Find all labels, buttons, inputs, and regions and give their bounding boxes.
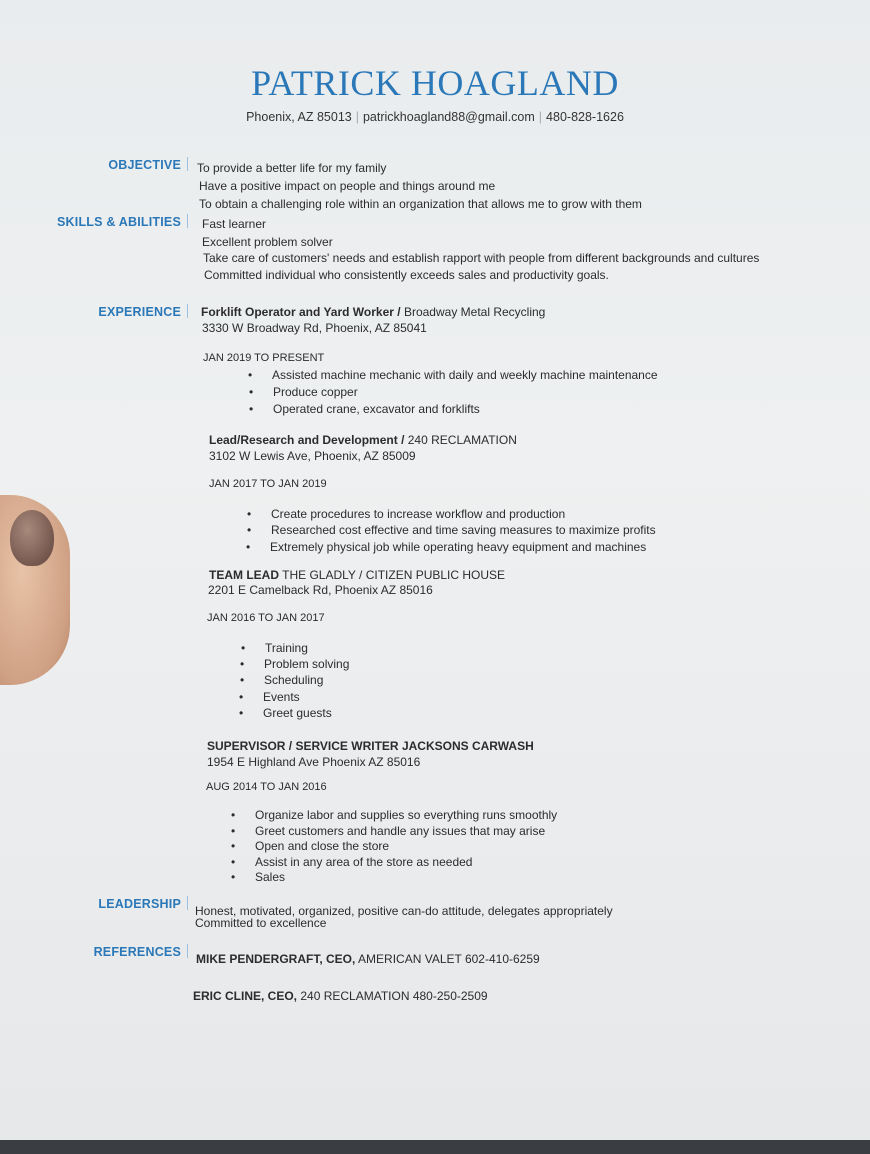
contact-email: patrickhoagland88@gmail.com (362, 110, 535, 124)
objective-line: To provide a better life for my family (197, 161, 387, 175)
objective-line: Have a positive impact on people and things around me (199, 179, 496, 193)
contact-city: Phoenix, AZ 85013 (246, 110, 352, 124)
section-label-objective: OBJECTIVE (108, 157, 188, 172)
job-bullet: • Events (239, 690, 300, 704)
reference-detail: AMERICAN VALET 602-410-6259 (358, 952, 540, 966)
job-title: SUPERVISOR / SERVICE WRITER (207, 739, 399, 753)
job-dates: JAN 2016 TO JAN 2017 (207, 612, 325, 624)
job-bullet: • Operated crane, excavator and forklifts (249, 402, 480, 416)
job-heading (207, 739, 534, 753)
reference-name: ERIC CLINE, CEO, (193, 989, 298, 1003)
job-company: THE GLADLY / CITIZEN PUBLIC HOUSE (282, 568, 506, 582)
reference-line (196, 952, 540, 966)
resume-name: PATRICK HOAGLAND (251, 63, 619, 103)
job-heading (209, 568, 505, 582)
job-dates: JAN 2019 TO PRESENT (203, 352, 325, 364)
skill-line: Committed individual who consistently exceeds sales and productivity goals. (204, 268, 609, 282)
job-bullet: • Extremely physical job while operating heavy equipment and machines (246, 540, 647, 554)
job-bullet: • Create procedures to increase workflow and production (247, 507, 566, 521)
job-bullet: • Assisted machine mechanic with daily and weekly machine maintenance (248, 368, 658, 382)
job-address: 1954 E Highland Ave Phoenix AZ 85016 (207, 755, 421, 769)
skill-line: Fast learner (202, 217, 267, 231)
job-company: JACKSONS CARWASH (401, 739, 534, 753)
job-bullet: • Sales (231, 870, 286, 884)
job-title: Forklift Operator and Yard Worker / (201, 305, 401, 319)
job-heading (209, 433, 517, 447)
section-label-skills: SKILLS & ABILITIES (57, 214, 188, 229)
skill-line: Take care of customers' needs and establish rapport with people from different backgrounds and cultures (203, 251, 760, 265)
job-bullet: • Greet customers and handle any issues that may arise (231, 824, 546, 838)
job-title: Lead/Research and Development / (209, 433, 405, 447)
reference-detail: 240 RECLAMATION 480-250-2509 (300, 989, 488, 1003)
job-address: 3102 W Lewis Ave, Phoenix, AZ 85009 (209, 449, 416, 463)
reference-name: MIKE PENDERGRAFT, CEO, (196, 952, 356, 966)
objective-line: To obtain a challenging role within an organization that allows me to grow with them (199, 197, 642, 211)
contact-line: Phoenix, AZ 85013 | patrickhoagland88@gmail.com | 480-828-1626 (246, 110, 624, 124)
job-company: Broadway Metal Recycling (403, 305, 546, 319)
job-dates: JAN 2017 TO JAN 2019 (209, 478, 327, 490)
leadership-line: Committed to excellence (195, 916, 327, 930)
fingernail (10, 510, 54, 566)
section-label-leadership: LEADERSHIP (98, 896, 188, 911)
contact-phone: 480-828-1626 (546, 110, 624, 124)
job-heading (201, 305, 545, 319)
job-bullet: • Scheduling (240, 673, 324, 687)
job-bullet: • Produce copper (249, 385, 358, 399)
job-bullet: • Problem solving (240, 657, 350, 671)
reference-line (193, 989, 488, 1003)
skill-line: Excellent problem solver (202, 235, 333, 249)
job-bullet: • Open and close the store (231, 839, 390, 853)
leadership-line: Honest, motivated, organized, positive can-do attitude, delegates appropriately (195, 904, 613, 918)
job-company: 240 RECLAMATION (407, 433, 517, 447)
job-bullet: • Greet guests (239, 706, 332, 720)
job-title: TEAM LEAD (209, 568, 279, 582)
job-address: 2201 E Camelback Rd, Phoenix AZ 85016 (208, 583, 433, 597)
job-bullet: • Training (241, 641, 308, 655)
job-bullet: • Researched cost effective and time saving measures to maximize profits (247, 523, 656, 537)
section-label-experience: EXPERIENCE (98, 304, 188, 319)
section-label-references: REFERENCES (94, 944, 188, 959)
job-bullet: • Organize labor and supplies so everything runs smoothly (231, 808, 558, 822)
job-dates: AUG 2014 TO JAN 2016 (206, 781, 327, 793)
job-address: 3330 W Broadway Rd, Phoenix, AZ 85041 (202, 321, 427, 335)
job-bullet: • Assist in any area of the store as needed (231, 855, 473, 869)
